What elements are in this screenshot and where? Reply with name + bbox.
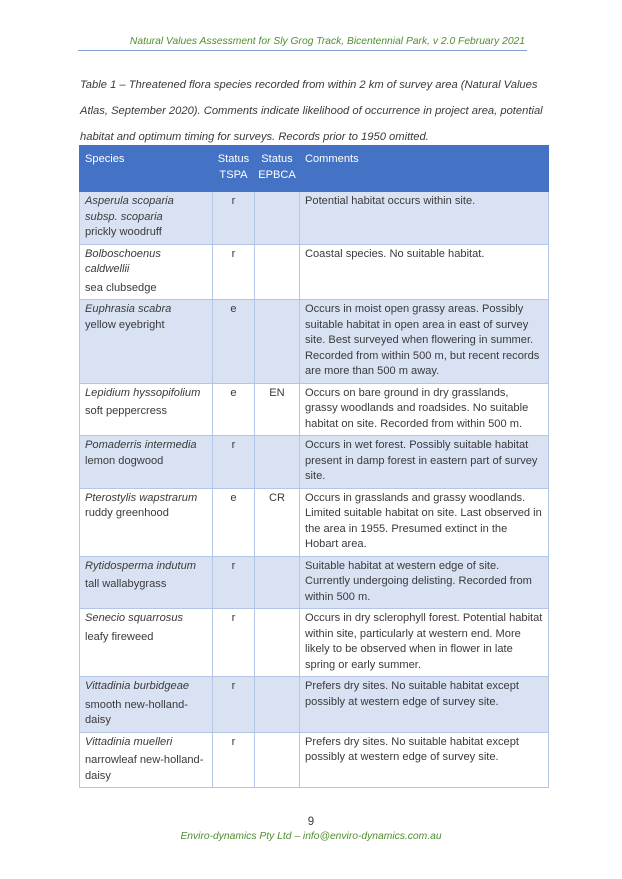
species-cell bbox=[80, 436, 213, 489]
comments-cell: Occurs in wet forest. Possibly suitable habitat present in damp forest in eastern part of survey site. bbox=[300, 436, 549, 489]
scientific-name: Vittadinia burbidgeae bbox=[85, 680, 190, 692]
comments-cell: Occurs in dry sclerophyll forest. Potential habitat within site, particularly at western end. More likely to be observed when in flower in late spring or early summer. bbox=[300, 609, 549, 677]
scientific-name: Senecio squarrosus bbox=[85, 612, 184, 624]
species-cell bbox=[80, 556, 213, 609]
tspa-status: r bbox=[213, 244, 255, 300]
scientific-name: Euphrasia scabra bbox=[85, 303, 172, 315]
epbca-header-line2: EPBCA bbox=[258, 169, 296, 181]
species-cell bbox=[80, 677, 213, 733]
tspa-status: r bbox=[213, 609, 255, 677]
common-name: tall wallabygrass bbox=[85, 578, 167, 590]
common-name: sea clubsedge bbox=[85, 281, 157, 294]
common-name: smooth new-holland-daisy bbox=[85, 698, 188, 726]
common-name: prickly woodruff bbox=[85, 226, 162, 238]
tspa-column-header bbox=[213, 146, 255, 192]
epbca-status bbox=[255, 677, 300, 733]
common-name: ruddy greenhood bbox=[85, 507, 169, 519]
tspa-header-line2: TSPA bbox=[219, 169, 248, 181]
tspa-status: e bbox=[213, 300, 255, 384]
page-number: 9 bbox=[307, 816, 315, 828]
species-cell bbox=[80, 244, 213, 300]
species-cell bbox=[80, 609, 213, 677]
tspa-header-line1: Status bbox=[217, 153, 250, 165]
comments-cell: Occurs on bare ground in dry grasslands, grassy woodlands and roadsides. No suitable habitat on site. Recorded from within 500 m. bbox=[300, 383, 549, 436]
table-row bbox=[80, 436, 549, 489]
epbca-status bbox=[255, 244, 300, 300]
epbca-status bbox=[255, 556, 300, 609]
comments-cell: Coastal species. No suitable habitat. bbox=[300, 244, 549, 300]
header-rule bbox=[78, 50, 527, 51]
species-cell bbox=[80, 488, 213, 556]
table-row bbox=[80, 383, 549, 436]
scientific-name: Pomaderris intermedia bbox=[85, 439, 197, 451]
tspa-status: e bbox=[213, 488, 255, 556]
tspa-status: e bbox=[213, 383, 255, 436]
epbca-status bbox=[255, 192, 300, 245]
epbca-status: CR bbox=[255, 488, 300, 556]
scientific-name: Asperula scoparia subsp. scoparia bbox=[85, 195, 174, 223]
scientific-name: Vittadinia muelleri bbox=[85, 735, 173, 748]
common-name: leafy fireweed bbox=[85, 630, 154, 643]
tspa-status: r bbox=[213, 677, 255, 733]
table-row bbox=[80, 192, 549, 245]
tspa-status: r bbox=[213, 192, 255, 245]
table-row bbox=[80, 677, 549, 733]
common-name: yellow eyebright bbox=[85, 318, 165, 331]
comments-cell: Potential habitat occurs within site. bbox=[300, 192, 549, 245]
epbca-status bbox=[255, 732, 300, 788]
species-column-header: Species bbox=[80, 146, 213, 192]
species-cell bbox=[80, 192, 213, 245]
table-row bbox=[80, 488, 549, 556]
tspa-status: r bbox=[213, 556, 255, 609]
comments-cell: Prefers dry sites. No suitable habitat except possibly at western edge of survey site. bbox=[300, 732, 549, 788]
threatened-flora-table bbox=[79, 145, 549, 788]
species-cell bbox=[80, 300, 213, 384]
common-name: lemon dogwood bbox=[85, 454, 164, 467]
table-caption: Table 1 – Threatened flora species recorded from within 2 km of survey area (Natural Values Atlas, September 2020). Comments indicate likelihood of occurrence in project area, potential habitat and optimum timing for surveys. Records prior to 1950 omitted. bbox=[80, 79, 543, 143]
scientific-name: Pterostylis wapstrarum bbox=[85, 491, 198, 504]
species-cell bbox=[80, 383, 213, 436]
common-name: narrowleaf new-holland-daisy bbox=[85, 754, 204, 782]
epbca-status bbox=[255, 436, 300, 489]
table-row bbox=[80, 556, 549, 609]
table-row bbox=[80, 732, 549, 788]
table-row bbox=[80, 300, 549, 384]
epbca-status bbox=[255, 609, 300, 677]
scientific-name: Rytidosperma indutum bbox=[85, 559, 196, 572]
epbca-header-line1: Status bbox=[261, 153, 293, 165]
table-row bbox=[80, 244, 549, 300]
epbca-column-header bbox=[255, 146, 300, 192]
scientific-name: Bolboschoenus caldwellii bbox=[85, 247, 161, 275]
tspa-status: r bbox=[213, 732, 255, 788]
scientific-name: Lepidium hyssopifolium bbox=[85, 386, 201, 399]
comments-column-header: Comments bbox=[300, 146, 549, 192]
comments-cell: Occurs in moist open grassy areas. Possibly suitable habitat in open area in east of survey site. Best surveyed when flowering in summer. Recorded from within 500 m, but recent records are more than 500 m away. bbox=[300, 300, 549, 384]
species-cell bbox=[80, 732, 213, 788]
epbca-status bbox=[255, 300, 300, 384]
table-header-row bbox=[80, 146, 549, 192]
comments-cell: Prefers dry sites. No suitable habitat except possibly at western edge of survey site. bbox=[300, 677, 549, 733]
table-row bbox=[80, 609, 549, 677]
comments-cell: Suitable habitat at western edge of site. Currently undergoing delisting. Recorded from within 500 m. bbox=[300, 556, 549, 609]
epbca-status: EN bbox=[255, 383, 300, 436]
running-header: Natural Values Assessment for Sly Grog Track, Bicentennial Park, v 2.0 February 2021 bbox=[129, 36, 525, 47]
running-footer: Enviro-dynamics Pty Ltd – info@enviro-dynamics.com.au bbox=[180, 831, 442, 842]
common-name: soft peppercress bbox=[85, 405, 168, 417]
tspa-status: r bbox=[213, 436, 255, 489]
comments-cell: Occurs in grasslands and grassy woodlands. Limited suitable habitat on site. Last observed in the area in 1955. Presumed extinct in the Hobart area. bbox=[300, 488, 549, 556]
